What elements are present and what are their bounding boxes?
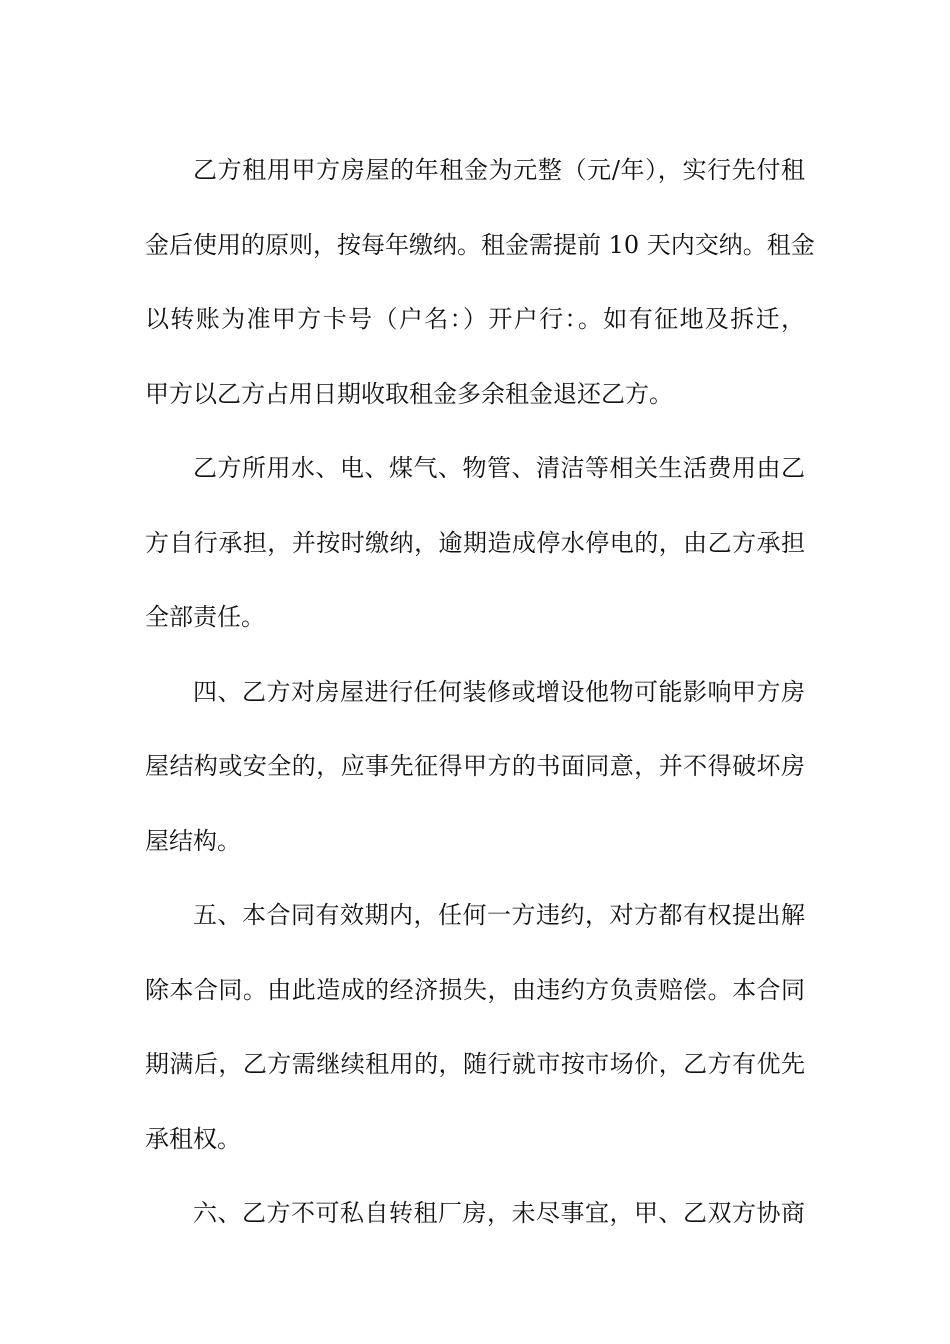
paragraph-utilities [145,431,805,655]
text-line: 除本合同。由此造成的经济损失，由违约方负责赔偿。本合同 [145,975,805,1004]
text-line: 五、本合同有效期内，任何一方违约，对方都有权提出解 [193,901,805,929]
text-line: 以转账为准甲方卡号（户名：）开户行：。如有征地及拆迁， [145,305,805,333]
document-body [145,133,815,1251]
paragraph-clause-five [145,878,805,1176]
text-line: 全部责任。 [145,603,265,631]
paragraph-clause-four [145,655,805,879]
paragraph-rent-payment [145,133,815,431]
text-line: 期满后，乙方需继续租用的，随行就市按市场价，乙方有优先 [145,1050,805,1078]
text-line: 屋结构或安全的，应事先征得甲方的书面同意，并不得破坏房 [145,752,805,780]
text-line: 乙方租用甲方房屋的年租金为元整（元/年），实行先付租 [193,156,805,184]
text-line: 金后使用的原则，按每年缴纳。租金需提前 10 天内交纳。租金 [145,230,815,259]
paragraph-clause-six [145,1176,805,1251]
text-line: 六、乙方不可私自转租厂房，未尽事宜，甲、乙双方协商 [193,1199,805,1227]
text-line: 方自行承担，并按时缴纳，逾期造成停水停电的，由乙方承担 [145,528,805,557]
text-line: 屋结构。 [145,826,241,855]
text-line: 甲方以乙方占用日期收取租金多余租金退还乙方。 [145,379,673,408]
text-line: 承租权。 [145,1124,241,1153]
text-line: 乙方所用水、电、煤气、物管、清洁等相关生活费用由乙 [193,454,805,482]
text-line: 四、乙方对房屋进行任何装修或增设他物可能影响甲方房 [193,677,805,706]
